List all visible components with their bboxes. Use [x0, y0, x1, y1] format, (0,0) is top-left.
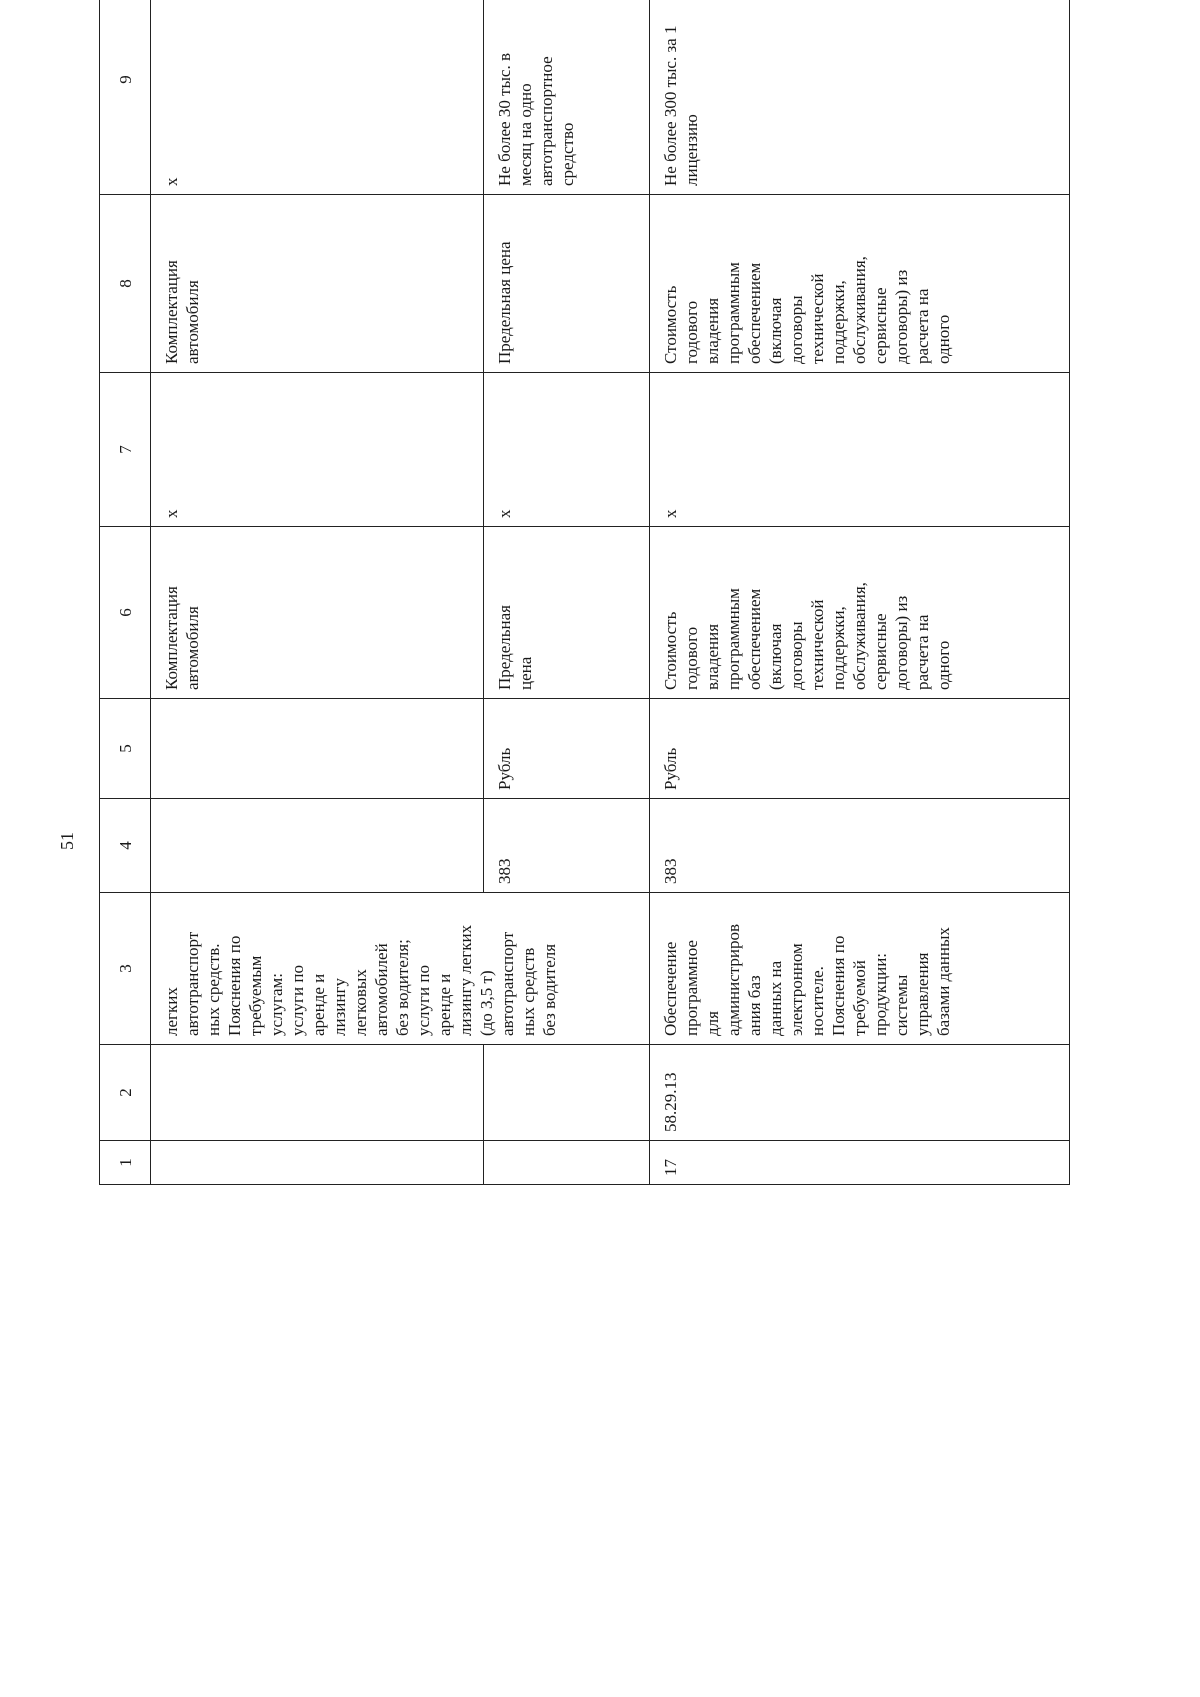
- cell-number: [484, 1141, 650, 1185]
- column-header: 1: [100, 1141, 151, 1185]
- column-header: 6: [100, 527, 151, 699]
- cell-value: х: [151, 373, 484, 527]
- cell-characteristic: Комплектация автомобиля: [151, 527, 484, 699]
- column-header: 8: [100, 195, 151, 373]
- header-row: [100, 0, 151, 1185]
- cell-characteristic-approved: Стоимость годового владения программным обеспечением (включая договоры технической поддержки, обслуживания, сервисные договоры) из расчета на одного: [650, 195, 1070, 373]
- cell-value-approved: Не более 30 тыс. в месяц на одно автотранспортное средство: [484, 0, 650, 195]
- table-row: [151, 0, 484, 1185]
- requirements-table: [99, 0, 1070, 1185]
- column-header: 5: [100, 699, 151, 799]
- column-header: 9: [100, 0, 151, 195]
- cell-number: 17: [650, 1141, 1070, 1185]
- column-header: 2: [100, 1045, 151, 1141]
- cell-code: 58.29.13: [650, 1045, 1070, 1141]
- rotated-table-frame: [99, 25, 1061, 1185]
- cell-value: х: [650, 373, 1070, 527]
- cell-characteristic: Стоимость годового владения программным обеспечением (включая договоры технической поддержки, обслуживания, сервисные договоры) из расчета на одного: [650, 527, 1070, 699]
- cell-unit: [151, 699, 484, 799]
- cell-unit-code: 383: [650, 799, 1070, 893]
- cell-code: [484, 1045, 650, 1141]
- cell-number: [151, 1141, 484, 1185]
- cell-unit-code: [151, 799, 484, 893]
- cell-description: легких автотранспорт ных средств. Пояснения по требуемым услугам: услуги по аренде и лизингу легковых автомобилей без водителя; услуги по аренде и лизингу легких (до 3,5 т) автотранспорт ных средств без водителя: [151, 893, 650, 1045]
- cell-code: [151, 1045, 484, 1141]
- cell-value-approved: х: [151, 0, 484, 195]
- cell-unit-code: 383: [484, 799, 650, 893]
- cell-characteristic-approved: Комплектация автомобиля: [151, 195, 484, 373]
- cell-unit: Рубль: [484, 699, 650, 799]
- cell-characteristic-approved: Предельная цена: [484, 195, 650, 373]
- column-header: 7: [100, 373, 151, 527]
- cell-value: х: [484, 373, 650, 527]
- cell-description: Обеспечение программное для администриров ания баз данных на электронном носителе. Пояснения по требуемой продукции: системы управления базами данных: [650, 893, 1070, 1045]
- page-number: 51: [57, 832, 77, 850]
- column-header: 4: [100, 799, 151, 893]
- column-header: 3: [100, 893, 151, 1045]
- cell-value-approved: Не более 300 тыс. за 1 лицензию: [650, 0, 1070, 195]
- table-row: [650, 0, 1070, 1185]
- cell-characteristic: Предельная цена: [484, 527, 650, 699]
- cell-unit: Рубль: [650, 699, 1070, 799]
